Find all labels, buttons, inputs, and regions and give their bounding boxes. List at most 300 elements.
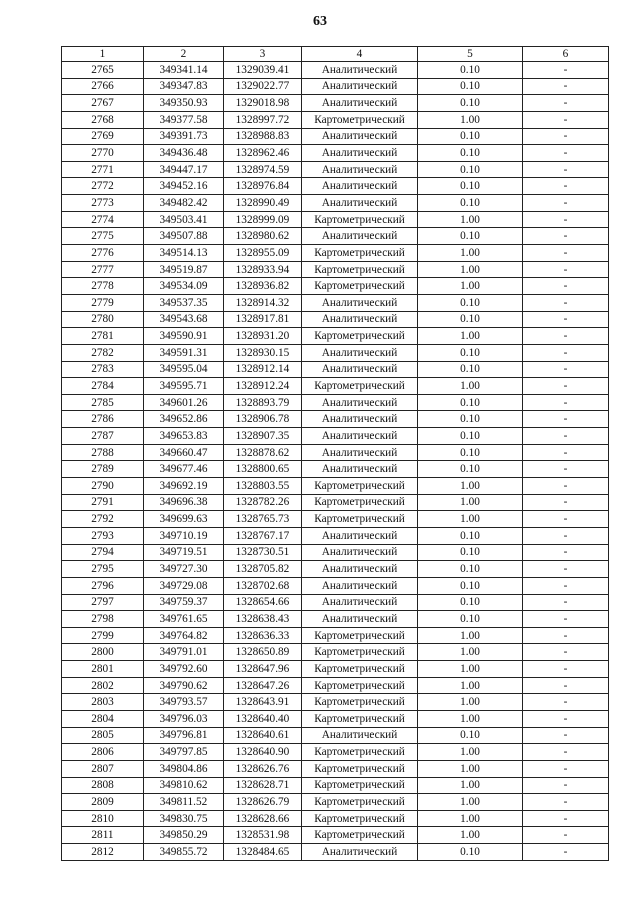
accuracy-cell: 0.10: [418, 594, 523, 611]
table-row: [62, 394, 609, 411]
table-row: [62, 278, 609, 295]
note-cell: -: [523, 62, 609, 79]
method-cell: Аналитический: [302, 62, 418, 79]
note-cell: -: [523, 111, 609, 128]
accuracy-cell: 0.10: [418, 544, 523, 561]
note-cell: -: [523, 378, 609, 395]
point-number-cell: 2810: [62, 810, 144, 827]
y-coordinate-cell: 1328626.76: [224, 760, 302, 777]
point-number-cell: 2765: [62, 62, 144, 79]
x-coordinate-cell: 349391.73: [144, 128, 224, 145]
note-cell: -: [523, 794, 609, 811]
point-number-cell: 2787: [62, 428, 144, 445]
note-cell: -: [523, 611, 609, 628]
method-cell: Картометрический: [302, 677, 418, 694]
y-coordinate-cell: 1328628.71: [224, 777, 302, 794]
method-cell: Картометрический: [302, 694, 418, 711]
accuracy-cell: 0.10: [418, 577, 523, 594]
y-coordinate-cell: 1328962.46: [224, 145, 302, 162]
table-row: [62, 810, 609, 827]
y-coordinate-cell: 1328636.33: [224, 627, 302, 644]
table-row: [62, 561, 609, 578]
point-number-cell: 2785: [62, 394, 144, 411]
point-number-cell: 2780: [62, 311, 144, 328]
accuracy-cell: 1.00: [418, 627, 523, 644]
point-number-cell: 2797: [62, 594, 144, 611]
y-coordinate-cell: 1328930.15: [224, 344, 302, 361]
y-coordinate-cell: 1328907.35: [224, 428, 302, 445]
note-cell: -: [523, 694, 609, 711]
y-coordinate-cell: 1328997.72: [224, 111, 302, 128]
method-cell: Картометрический: [302, 494, 418, 511]
table-row: [62, 211, 609, 228]
table-row: [62, 694, 609, 711]
y-coordinate-cell: 1328702.68: [224, 577, 302, 594]
note-cell: -: [523, 810, 609, 827]
accuracy-cell: 1.00: [418, 278, 523, 295]
accuracy-cell: 1.00: [418, 744, 523, 761]
y-coordinate-cell: 1328484.65: [224, 844, 302, 861]
note-cell: -: [523, 594, 609, 611]
point-number-cell: 2777: [62, 261, 144, 278]
note-cell: -: [523, 744, 609, 761]
accuracy-cell: 1.00: [418, 328, 523, 345]
x-coordinate-cell: 349729.08: [144, 577, 224, 594]
accuracy-cell: 1.00: [418, 810, 523, 827]
y-coordinate-cell: 1328988.83: [224, 128, 302, 145]
y-coordinate-cell: 1328974.59: [224, 161, 302, 178]
note-cell: -: [523, 710, 609, 727]
point-number-cell: 2789: [62, 461, 144, 478]
point-number-cell: 2769: [62, 128, 144, 145]
table-row: [62, 594, 609, 611]
method-cell: Картометрический: [302, 627, 418, 644]
y-coordinate-cell: 1328730.51: [224, 544, 302, 561]
method-cell: Аналитический: [302, 294, 418, 311]
note-cell: -: [523, 361, 609, 378]
y-coordinate-cell: 1328643.91: [224, 694, 302, 711]
method-cell: Аналитический: [302, 78, 418, 95]
point-number-cell: 2793: [62, 527, 144, 544]
x-coordinate-cell: 349537.35: [144, 294, 224, 311]
accuracy-cell: 1.00: [418, 827, 523, 844]
method-cell: Аналитический: [302, 428, 418, 445]
x-coordinate-cell: 349595.04: [144, 361, 224, 378]
accuracy-cell: 1.00: [418, 677, 523, 694]
point-number-cell: 2798: [62, 611, 144, 628]
point-number-cell: 2767: [62, 95, 144, 112]
column-header: 3: [224, 47, 302, 62]
table-row: [62, 710, 609, 727]
point-number-cell: 2808: [62, 777, 144, 794]
accuracy-cell: 1.00: [418, 694, 523, 711]
method-cell: Аналитический: [302, 461, 418, 478]
point-number-cell: 2788: [62, 444, 144, 461]
table-row: [62, 161, 609, 178]
x-coordinate-cell: 349710.19: [144, 527, 224, 544]
point-number-cell: 2805: [62, 727, 144, 744]
point-number-cell: 2783: [62, 361, 144, 378]
x-coordinate-cell: 349507.88: [144, 228, 224, 245]
method-cell: Аналитический: [302, 394, 418, 411]
method-cell: Аналитический: [302, 411, 418, 428]
x-coordinate-cell: 349534.09: [144, 278, 224, 295]
method-cell: Картометрический: [302, 777, 418, 794]
method-cell: Картометрический: [302, 710, 418, 727]
table-row: [62, 494, 609, 511]
note-cell: -: [523, 827, 609, 844]
x-coordinate-cell: 349436.48: [144, 145, 224, 162]
table-row: [62, 511, 609, 528]
x-coordinate-cell: 349652.86: [144, 411, 224, 428]
y-coordinate-cell: 1328640.40: [224, 710, 302, 727]
method-cell: Аналитический: [302, 544, 418, 561]
x-coordinate-cell: 349660.47: [144, 444, 224, 461]
accuracy-cell: 1.00: [418, 760, 523, 777]
y-coordinate-cell: 1328531.98: [224, 827, 302, 844]
x-coordinate-cell: 349653.83: [144, 428, 224, 445]
note-cell: -: [523, 461, 609, 478]
y-coordinate-cell: 1328878.62: [224, 444, 302, 461]
table-row: [62, 228, 609, 245]
x-coordinate-cell: 349341.14: [144, 62, 224, 79]
y-coordinate-cell: 1328767.17: [224, 527, 302, 544]
y-coordinate-cell: 1328650.89: [224, 644, 302, 661]
note-cell: -: [523, 178, 609, 195]
x-coordinate-cell: 349719.51: [144, 544, 224, 561]
method-cell: Аналитический: [302, 344, 418, 361]
y-coordinate-cell: 1328640.61: [224, 727, 302, 744]
y-coordinate-cell: 1328933.94: [224, 261, 302, 278]
accuracy-cell: 0.10: [418, 228, 523, 245]
note-cell: -: [523, 777, 609, 794]
x-coordinate-cell: 349797.85: [144, 744, 224, 761]
note-cell: -: [523, 844, 609, 861]
accuracy-cell: 0.10: [418, 178, 523, 195]
point-number-cell: 2781: [62, 328, 144, 345]
note-cell: -: [523, 478, 609, 495]
y-coordinate-cell: 1328628.66: [224, 810, 302, 827]
x-coordinate-cell: 349590.91: [144, 328, 224, 345]
x-coordinate-cell: 349350.93: [144, 95, 224, 112]
point-number-cell: 2806: [62, 744, 144, 761]
note-cell: -: [523, 677, 609, 694]
table-row: [62, 844, 609, 861]
note-cell: -: [523, 577, 609, 594]
method-cell: Аналитический: [302, 361, 418, 378]
point-number-cell: 2772: [62, 178, 144, 195]
accuracy-cell: 0.10: [418, 394, 523, 411]
accuracy-cell: 0.10: [418, 461, 523, 478]
note-cell: -: [523, 311, 609, 328]
y-coordinate-cell: 1328931.20: [224, 328, 302, 345]
y-coordinate-cell: 1329022.77: [224, 78, 302, 95]
method-cell: Картометрический: [302, 827, 418, 844]
point-number-cell: 2804: [62, 710, 144, 727]
accuracy-cell: 0.10: [418, 62, 523, 79]
accuracy-cell: 0.10: [418, 561, 523, 578]
x-coordinate-cell: 349764.82: [144, 627, 224, 644]
point-number-cell: 2799: [62, 627, 144, 644]
x-coordinate-cell: 349759.37: [144, 594, 224, 611]
table-row: [62, 478, 609, 495]
point-number-cell: 2802: [62, 677, 144, 694]
note-cell: -: [523, 278, 609, 295]
table-row: [62, 760, 609, 777]
note-cell: -: [523, 727, 609, 744]
accuracy-cell: 0.10: [418, 411, 523, 428]
y-coordinate-cell: 1328990.49: [224, 195, 302, 212]
note-cell: -: [523, 328, 609, 345]
accuracy-cell: 0.10: [418, 344, 523, 361]
method-cell: Аналитический: [302, 577, 418, 594]
table-body: [62, 62, 609, 861]
y-coordinate-cell: 1329018.98: [224, 95, 302, 112]
x-coordinate-cell: 349761.65: [144, 611, 224, 628]
column-header: 4: [302, 47, 418, 62]
accuracy-cell: 0.10: [418, 361, 523, 378]
note-cell: -: [523, 145, 609, 162]
point-number-cell: 2803: [62, 694, 144, 711]
note-cell: -: [523, 527, 609, 544]
method-cell: Картометрический: [302, 278, 418, 295]
accuracy-cell: 0.10: [418, 311, 523, 328]
accuracy-cell: 1.00: [418, 261, 523, 278]
table-row: [62, 128, 609, 145]
x-coordinate-cell: 349793.57: [144, 694, 224, 711]
x-coordinate-cell: 349514.13: [144, 245, 224, 262]
x-coordinate-cell: 349677.46: [144, 461, 224, 478]
method-cell: Картометрический: [302, 478, 418, 495]
y-coordinate-cell: 1328999.09: [224, 211, 302, 228]
point-number-cell: 2771: [62, 161, 144, 178]
y-coordinate-cell: 1329039.41: [224, 62, 302, 79]
table-row: [62, 777, 609, 794]
accuracy-cell: 1.00: [418, 794, 523, 811]
table-row: [62, 611, 609, 628]
method-cell: Аналитический: [302, 145, 418, 162]
accuracy-cell: 0.10: [418, 78, 523, 95]
table-row: [62, 62, 609, 79]
note-cell: -: [523, 661, 609, 678]
table-row: [62, 78, 609, 95]
x-coordinate-cell: 349696.38: [144, 494, 224, 511]
y-coordinate-cell: 1328912.14: [224, 361, 302, 378]
table-row: [62, 261, 609, 278]
note-cell: -: [523, 195, 609, 212]
note-cell: -: [523, 344, 609, 361]
table-row: [62, 378, 609, 395]
point-number-cell: 2775: [62, 228, 144, 245]
accuracy-cell: 1.00: [418, 644, 523, 661]
note-cell: -: [523, 644, 609, 661]
table-row: [62, 145, 609, 162]
accuracy-cell: 1.00: [418, 378, 523, 395]
x-coordinate-cell: 349796.03: [144, 710, 224, 727]
point-number-cell: 2792: [62, 511, 144, 528]
y-coordinate-cell: 1328647.96: [224, 661, 302, 678]
y-coordinate-cell: 1328638.43: [224, 611, 302, 628]
method-cell: Аналитический: [302, 161, 418, 178]
point-number-cell: 2786: [62, 411, 144, 428]
accuracy-cell: 0.10: [418, 128, 523, 145]
accuracy-cell: 1.00: [418, 211, 523, 228]
method-cell: Аналитический: [302, 178, 418, 195]
x-coordinate-cell: 349503.41: [144, 211, 224, 228]
accuracy-cell: 1.00: [418, 111, 523, 128]
point-number-cell: 2812: [62, 844, 144, 861]
point-number-cell: 2784: [62, 378, 144, 395]
note-cell: -: [523, 511, 609, 528]
note-cell: -: [523, 561, 609, 578]
x-coordinate-cell: 349447.17: [144, 161, 224, 178]
accuracy-cell: 1.00: [418, 777, 523, 794]
accuracy-cell: 1.00: [418, 245, 523, 262]
table-row: [62, 744, 609, 761]
note-cell: -: [523, 294, 609, 311]
x-coordinate-cell: 349591.31: [144, 344, 224, 361]
note-cell: -: [523, 161, 609, 178]
method-cell: Аналитический: [302, 561, 418, 578]
method-cell: Картометрический: [302, 661, 418, 678]
x-coordinate-cell: 349699.63: [144, 511, 224, 528]
point-number-cell: 2801: [62, 661, 144, 678]
table-row: [62, 111, 609, 128]
x-coordinate-cell: 349482.42: [144, 195, 224, 212]
table-row: [62, 411, 609, 428]
accuracy-cell: 0.10: [418, 195, 523, 212]
accuracy-cell: 0.10: [418, 527, 523, 544]
y-coordinate-cell: 1328936.82: [224, 278, 302, 295]
accuracy-cell: 0.10: [418, 161, 523, 178]
method-cell: Аналитический: [302, 228, 418, 245]
note-cell: -: [523, 394, 609, 411]
point-number-cell: 2782: [62, 344, 144, 361]
method-cell: Аналитический: [302, 611, 418, 628]
point-number-cell: 2800: [62, 644, 144, 661]
x-coordinate-cell: 349796.81: [144, 727, 224, 744]
note-cell: -: [523, 544, 609, 561]
point-number-cell: 2779: [62, 294, 144, 311]
note-cell: -: [523, 128, 609, 145]
note-cell: -: [523, 428, 609, 445]
note-cell: -: [523, 411, 609, 428]
y-coordinate-cell: 1328906.78: [224, 411, 302, 428]
table-row: [62, 661, 609, 678]
accuracy-cell: 0.10: [418, 844, 523, 861]
note-cell: -: [523, 211, 609, 228]
method-cell: Картометрический: [302, 644, 418, 661]
point-number-cell: 2770: [62, 145, 144, 162]
x-coordinate-cell: 349791.01: [144, 644, 224, 661]
method-cell: Картометрический: [302, 261, 418, 278]
y-coordinate-cell: 1328782.26: [224, 494, 302, 511]
note-cell: -: [523, 261, 609, 278]
column-header: 1: [62, 47, 144, 62]
note-cell: -: [523, 494, 609, 511]
page-number: 63: [313, 14, 327, 29]
y-coordinate-cell: 1328640.90: [224, 744, 302, 761]
point-number-cell: 2811: [62, 827, 144, 844]
column-header: 5: [418, 47, 523, 62]
table-row: [62, 527, 609, 544]
note-cell: -: [523, 78, 609, 95]
y-coordinate-cell: 1328955.09: [224, 245, 302, 262]
table-row: [62, 577, 609, 594]
table-row: [62, 461, 609, 478]
x-coordinate-cell: 349855.72: [144, 844, 224, 861]
y-coordinate-cell: 1328980.62: [224, 228, 302, 245]
method-cell: Картометрический: [302, 760, 418, 777]
table-row: [62, 627, 609, 644]
method-cell: Аналитический: [302, 311, 418, 328]
method-cell: Аналитический: [302, 527, 418, 544]
point-number-cell: 2794: [62, 544, 144, 561]
point-number-cell: 2791: [62, 494, 144, 511]
method-cell: Картометрический: [302, 111, 418, 128]
point-number-cell: 2790: [62, 478, 144, 495]
method-cell: Картометрический: [302, 810, 418, 827]
method-cell: Аналитический: [302, 95, 418, 112]
accuracy-cell: 1.00: [418, 511, 523, 528]
point-number-cell: 2773: [62, 195, 144, 212]
point-number-cell: 2768: [62, 111, 144, 128]
note-cell: -: [523, 95, 609, 112]
method-cell: Картометрический: [302, 211, 418, 228]
y-coordinate-cell: 1328914.32: [224, 294, 302, 311]
x-coordinate-cell: 349377.58: [144, 111, 224, 128]
point-number-cell: 2809: [62, 794, 144, 811]
method-cell: Картометрический: [302, 245, 418, 262]
x-coordinate-cell: 349850.29: [144, 827, 224, 844]
table-row: [62, 444, 609, 461]
x-coordinate-cell: 349543.68: [144, 311, 224, 328]
x-coordinate-cell: 349811.52: [144, 794, 224, 811]
x-coordinate-cell: 349830.75: [144, 810, 224, 827]
table-row: [62, 794, 609, 811]
accuracy-cell: 1.00: [418, 710, 523, 727]
table-header-row: [62, 47, 609, 62]
x-coordinate-cell: 349804.86: [144, 760, 224, 777]
point-number-cell: 2776: [62, 245, 144, 262]
y-coordinate-cell: 1328893.79: [224, 394, 302, 411]
accuracy-cell: 0.10: [418, 444, 523, 461]
x-coordinate-cell: 349790.62: [144, 677, 224, 694]
table-row: [62, 827, 609, 844]
method-cell: Аналитический: [302, 594, 418, 611]
accuracy-cell: 1.00: [418, 494, 523, 511]
method-cell: Аналитический: [302, 128, 418, 145]
table-row: [62, 361, 609, 378]
method-cell: Картометрический: [302, 511, 418, 528]
y-coordinate-cell: 1328626.79: [224, 794, 302, 811]
point-number-cell: 2766: [62, 78, 144, 95]
y-coordinate-cell: 1328654.66: [224, 594, 302, 611]
y-coordinate-cell: 1328803.55: [224, 478, 302, 495]
point-number-cell: 2795: [62, 561, 144, 578]
accuracy-cell: 1.00: [418, 661, 523, 678]
y-coordinate-cell: 1328705.82: [224, 561, 302, 578]
table-row: [62, 544, 609, 561]
method-cell: Картометрический: [302, 378, 418, 395]
table-row: [62, 195, 609, 212]
column-header: 2: [144, 47, 224, 62]
x-coordinate-cell: 349519.87: [144, 261, 224, 278]
x-coordinate-cell: 349692.19: [144, 478, 224, 495]
x-coordinate-cell: 349595.71: [144, 378, 224, 395]
accuracy-cell: 0.10: [418, 428, 523, 445]
point-number-cell: 2778: [62, 278, 144, 295]
